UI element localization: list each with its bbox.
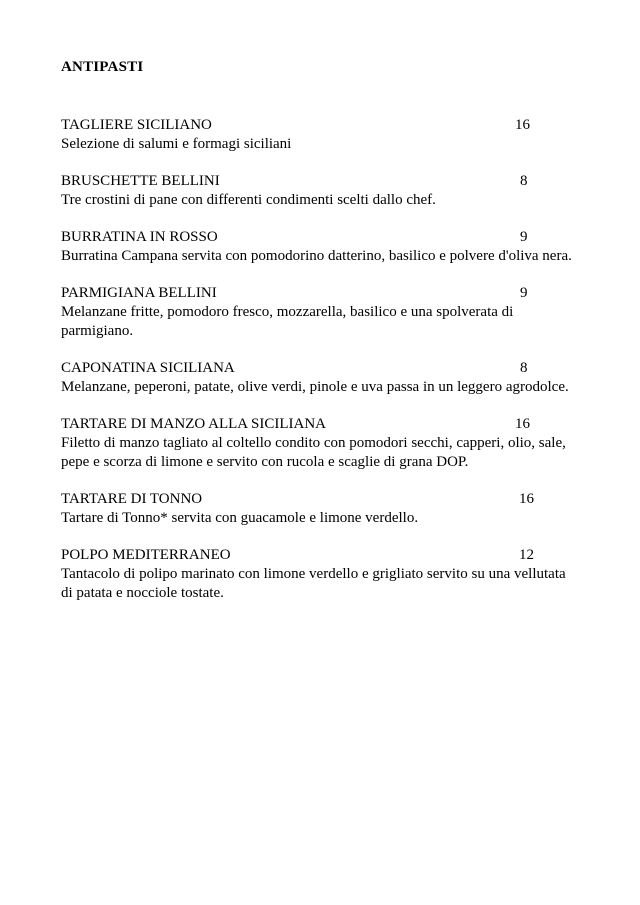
menu-item-name: PARMIGIANA BELLINI — [61, 285, 217, 301]
menu-item-name: POLPO MEDITERRANEO — [61, 547, 231, 563]
menu-item-header — [61, 115, 581, 135]
menu-item-header — [61, 171, 581, 191]
menu-item-description: Melanzane, peperoni, patate, olive verdi, pinole e uva passa in un leggero agrodolce. — [61, 379, 569, 395]
section-title: ANTIPASTI — [61, 59, 144, 75]
menu-items-list — [61, 115, 581, 603]
menu-item-name: BURRATINA IN ROSSO — [61, 229, 218, 245]
menu-item-name: TARTARE DI TONNO — [61, 491, 203, 507]
menu-item-description: Tantacolo di polipo marinato con limone verdello e grigliato servito su una vellutata di patata e nocciole tostate. — [61, 566, 566, 601]
menu-item-description: Melanzane fritte, pomodoro fresco, mozzarella, basilico e una spolverata di parmigiano. — [61, 304, 514, 339]
menu-item — [61, 414, 581, 472]
menu-item-price: 16 — [519, 491, 534, 507]
menu-item-header — [61, 283, 581, 303]
menu-item — [61, 171, 581, 210]
menu-item — [61, 283, 581, 341]
menu-item — [61, 115, 581, 154]
menu-item-description: Tartare di Tonno* servita con guacamole e limone verdello. — [61, 510, 419, 526]
menu-item — [61, 545, 581, 603]
menu-item-description: Burratina Campana servita con pomodorino datterino, basilico e polvere d'oliva nera. — [61, 248, 572, 264]
menu-item-header — [61, 545, 581, 565]
menu-item-header — [61, 227, 581, 247]
menu-item-price: 8 — [520, 360, 528, 376]
menu-item-description: Filetto di manzo tagliato al coltello condito con pomodori secchi, capperi, olio, sale, pepe e scorza di limone e servito con rucola e scaglie di grana DOP. — [61, 435, 566, 470]
menu-item-description: Tre crostini di pane con differenti condimenti scelti dallo chef. — [61, 192, 436, 208]
menu-item-price: 16 — [515, 117, 530, 133]
menu-item-header — [61, 358, 581, 378]
menu-item — [61, 489, 581, 528]
menu-item-name: TARTARE DI MANZO ALLA SICILIANA — [61, 416, 327, 432]
menu-item-name: CAPONATINA SICILIANA — [61, 360, 235, 376]
menu-item-price: 9 — [520, 229, 528, 245]
menu-item-name: TAGLIERE SICILIANO — [61, 117, 212, 133]
menu-item — [61, 227, 581, 266]
menu-item-price: 16 — [515, 416, 530, 432]
menu-item-header — [61, 489, 581, 509]
menu-item — [61, 358, 581, 397]
menu-item-price: 12 — [519, 547, 534, 563]
menu-item-price: 9 — [520, 285, 528, 301]
menu-item-header — [61, 414, 581, 434]
menu-item-name: BRUSCHETTE BELLINI — [61, 173, 220, 189]
menu-item-description: Selezione di salumi e formagi siciliani — [61, 136, 292, 152]
menu-item-price: 8 — [520, 173, 528, 189]
